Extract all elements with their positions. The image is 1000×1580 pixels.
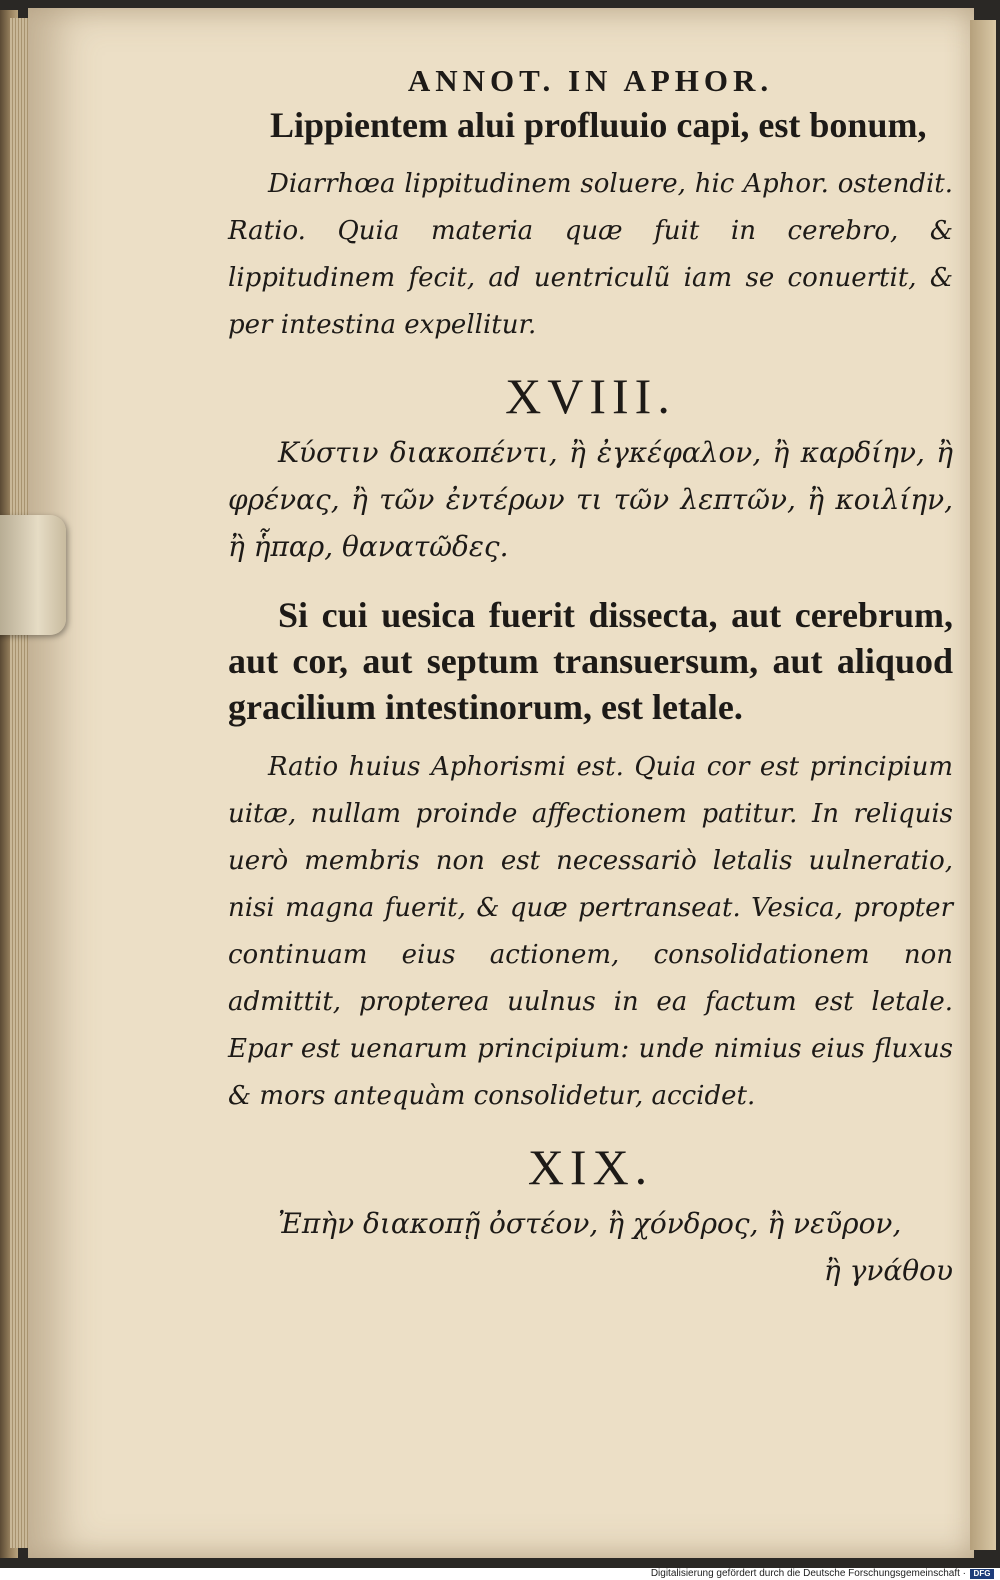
greek-catchword: ἢ γνάθου (823, 1254, 953, 1287)
commentary-17: Diarrhœa lippitudinem soluere, hic Aphor. ostendit. Ratio. Quia materia quæ fuit in cerebro, & lippitudinem fecit, ad uentriculũ iam se conuertit, & per intestina expellitur. (228, 169, 953, 340)
page-text (228, 63, 953, 1294)
page-clip (0, 515, 66, 635)
latin-aphorism-18: Si cui uesica fuerit dissecta, aut cerebrum, aut cor, aut septum transuersum, aut aliquod gracilium intestinorum, est letale. (228, 595, 953, 727)
book-page (28, 8, 974, 1558)
running-head: ANNOT. IN APHOR. (407, 63, 774, 98)
commentary-18: Ratio huius Aphorismi est. Quia cor est principium uitæ, nullam proinde affectionem patitur. In reliquis uerò membris non est necessariò letalis uulneratio, nisi magna fuerit, & quæ pertranseat. Vesica, propter continuam eius actionem, consolidationem non admittit, propterea uulnus in ea factum est letale. Epar est uenarum principium: unde nimius eius fluxus & mors antequàm consolidetur, accidet. (228, 752, 953, 1111)
greek-aphorism-19: Ἐπὴν διακοπῇ ὀστέον, ἢ χόνδρος, ἢ νεῦρον, (278, 1207, 902, 1240)
dfg-logo-icon: DFG (970, 1569, 994, 1579)
aphorism-17: Lippientem alui profluuio capi, est bonum, (270, 105, 927, 145)
greek-aphorism-18: Κύστιν διακοπέντι, ἢ ἐγκέφαλον, ἢ καρδίην, ἢ φρένας, ἢ τῶν ἐντέρων τι τῶν λεπτῶν, ἢ κοιλίην, ἢ ἧπαρ, θανατῶδες. (228, 436, 953, 563)
footer-credit: Digitalisierung gefördert durch die Deutsche Forschungsgemeinschaft · (650, 1568, 966, 1579)
section-numeral-19: XIX. (527, 1139, 654, 1195)
facing-page-edge (970, 20, 996, 1550)
section-numeral-18: XVIII. (505, 368, 676, 424)
